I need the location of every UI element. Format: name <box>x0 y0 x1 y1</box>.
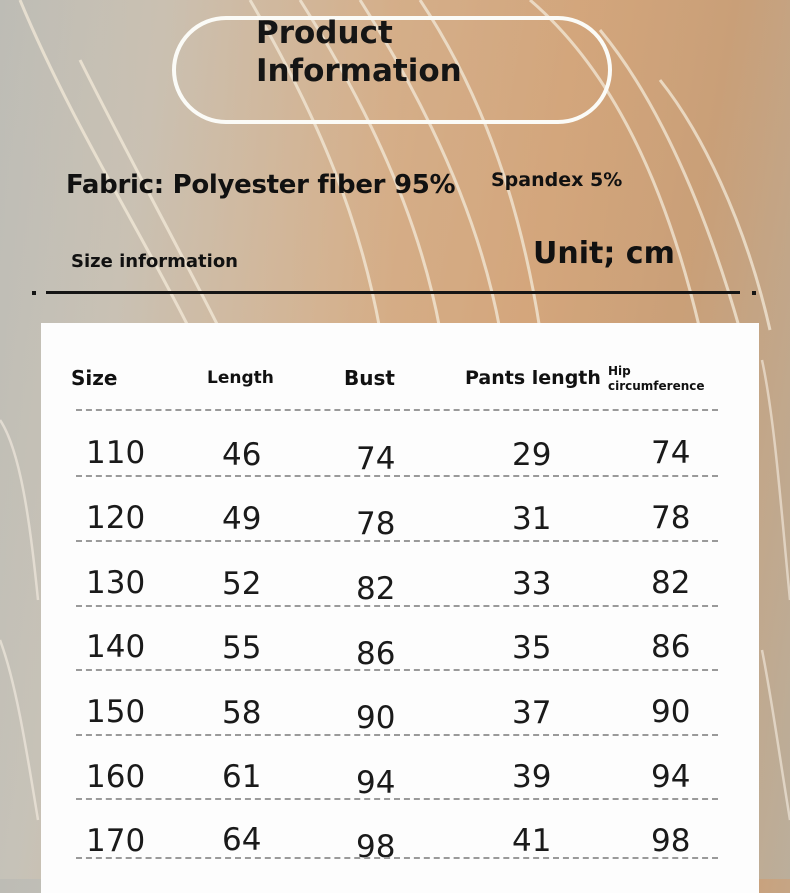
cell-hip: 78 <box>651 500 691 536</box>
size-information-label: Size information <box>71 251 239 272</box>
row-separator <box>76 605 718 607</box>
cell-size: 120 <box>86 500 146 536</box>
row-separator <box>76 798 718 800</box>
rule-dot-left <box>32 291 36 295</box>
cell-bust: 90 <box>356 700 396 736</box>
cell-bust: 78 <box>356 506 396 542</box>
cell-length: 61 <box>222 759 262 795</box>
row-separator <box>76 857 718 859</box>
cell-pants-length: 29 <box>512 437 552 473</box>
cell-pants-length: 31 <box>512 501 552 537</box>
header-hip-line-1: Hip <box>608 364 631 378</box>
unit-label: Unit; cm <box>533 236 675 271</box>
header-hip-line-2: circumference <box>608 379 705 393</box>
header-pants-length: Pants length <box>465 367 601 389</box>
header-size: Size <box>71 366 118 390</box>
cell-length: 55 <box>222 630 262 666</box>
cell-size: 160 <box>86 759 146 795</box>
cell-pants-length: 41 <box>512 823 552 859</box>
title-line-1: Product <box>256 15 393 51</box>
row-separator <box>76 540 718 542</box>
fabric-composition: Fabric: Polyester fiber 95% <box>66 170 456 200</box>
cell-length: 64 <box>222 822 262 858</box>
cell-bust: 82 <box>356 571 396 607</box>
cell-bust: 74 <box>356 441 396 477</box>
cell-bust: 94 <box>356 765 396 801</box>
cell-length: 46 <box>222 437 262 473</box>
cell-pants-length: 39 <box>512 759 552 795</box>
cell-size: 130 <box>86 565 146 601</box>
cell-length: 49 <box>222 501 262 537</box>
spandex-composition: Spandex 5% <box>491 169 623 191</box>
cell-size: 150 <box>86 694 146 730</box>
cell-size: 170 <box>86 823 146 859</box>
cell-hip: 94 <box>651 759 691 795</box>
cell-length: 52 <box>222 566 262 602</box>
header-hip-circumference <box>608 364 718 394</box>
cell-bust: 86 <box>356 636 396 672</box>
header-bust: Bust <box>344 366 395 390</box>
section-divider <box>46 291 740 294</box>
cell-pants-length: 33 <box>512 566 552 602</box>
cell-size: 140 <box>86 629 146 665</box>
cell-hip: 74 <box>651 435 691 471</box>
page-title <box>256 14 516 90</box>
cell-pants-length: 35 <box>512 630 552 666</box>
cell-hip: 90 <box>651 694 691 730</box>
row-separator <box>76 669 718 671</box>
header-separator <box>76 409 718 411</box>
cell-hip: 86 <box>651 629 691 665</box>
cell-length: 58 <box>222 695 262 731</box>
cell-pants-length: 37 <box>512 695 552 731</box>
cell-size: 110 <box>86 435 146 471</box>
row-separator <box>76 475 718 477</box>
row-separator <box>76 734 718 736</box>
header-length: Length <box>207 368 274 388</box>
cell-hip: 82 <box>651 565 691 601</box>
title-line-2: Information <box>256 53 462 89</box>
cell-bust: 98 <box>356 829 396 865</box>
cell-hip: 98 <box>651 823 691 859</box>
rule-dot-right <box>752 291 756 295</box>
